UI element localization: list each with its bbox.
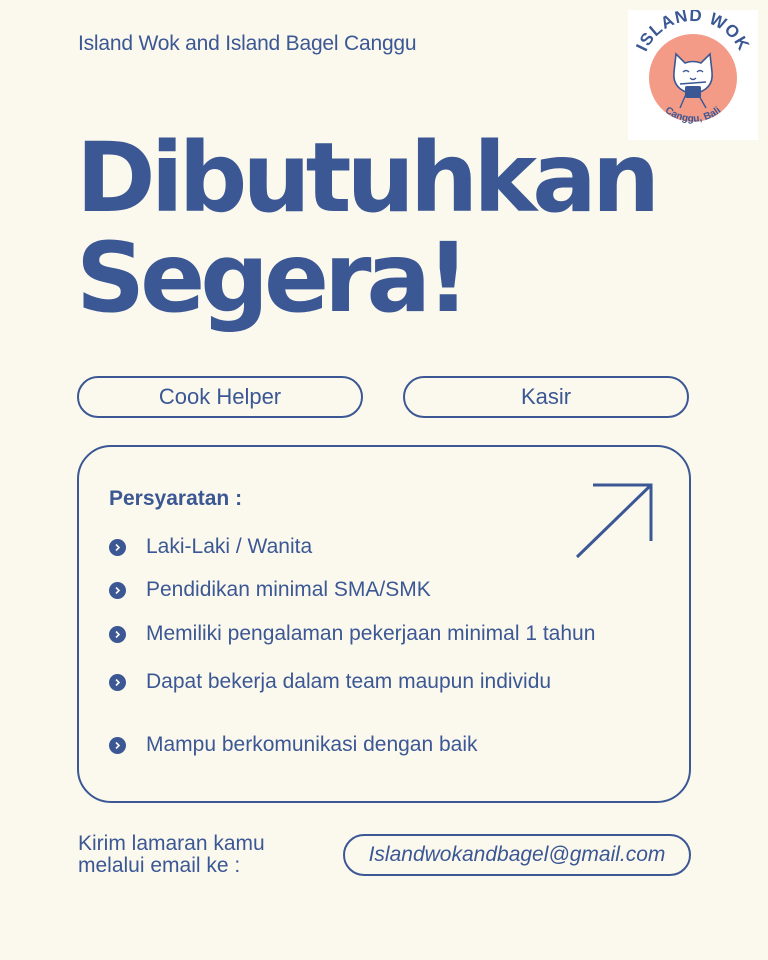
contact-line-2: melalui email ke : (78, 854, 241, 877)
arrow-up-right-icon (575, 481, 655, 561)
requirement-text: Memiliki pengalaman pekerjaan minimal 1 tahun (146, 622, 596, 645)
svg-text:Canggu, Bali: Canggu, Bali (662, 104, 724, 125)
cat-logo-icon (628, 10, 758, 140)
requirement-text: Laki-Laki / Wanita (146, 535, 313, 558)
chevron-right-icon (109, 674, 126, 691)
chevron-right-icon (109, 539, 126, 556)
requirement-item (109, 733, 478, 757)
headline-line-1: Dibutuhkan (76, 122, 656, 234)
requirement-item (109, 578, 431, 602)
requirement-text: Dapat bekerja dalam team maupun individu (146, 670, 552, 693)
svg-text:ISLAND WOK: ISLAND WOK (632, 10, 754, 55)
island-wok-logo (628, 10, 758, 140)
requirement-item (109, 535, 312, 559)
requirements-card (77, 445, 691, 803)
chevron-right-icon (109, 626, 126, 643)
headline (76, 122, 656, 334)
chevron-right-icon (109, 737, 126, 754)
company-name: Island Wok and Island Bagel Canggu (78, 32, 417, 55)
requirement-item (109, 622, 595, 646)
email-link[interactable]: Islandwokandbagel@gmail.com (343, 834, 691, 876)
position-kasir-button[interactable]: Kasir (403, 376, 689, 418)
requirement-text: Pendidikan minimal SMA/SMK (146, 578, 431, 601)
contact-line-1: Kirim lamaran kamu (78, 832, 265, 855)
headline-line-2: Segera! (76, 222, 465, 334)
requirement-item (109, 670, 551, 694)
contact-instructions (78, 833, 265, 877)
requirement-text: Mampu berkomunikasi dengan baik (146, 733, 478, 756)
position-cook-helper-button[interactable]: Cook Helper (77, 376, 363, 418)
requirements-title: Persyaratan : (109, 487, 243, 510)
chevron-right-icon (109, 582, 126, 599)
